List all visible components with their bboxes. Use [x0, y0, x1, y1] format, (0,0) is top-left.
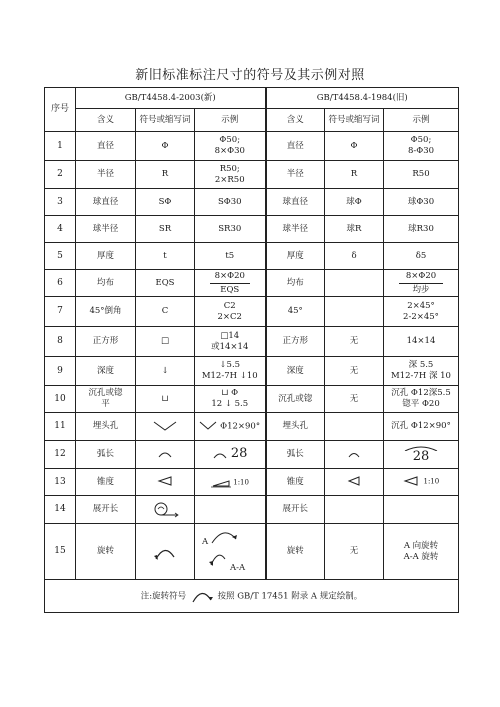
- rotation-icon: [208, 549, 228, 567]
- footer-note-prefix: 注:旋转符号: [140, 591, 187, 602]
- header-old-standard: GB/T4458.4-1984(旧): [266, 88, 459, 109]
- header-row-2: [45, 109, 459, 132]
- row-number: 11: [45, 413, 76, 441]
- header-new-symbol: 符号或缩写词: [136, 109, 195, 132]
- arc-length-icon: [212, 450, 228, 460]
- old-example-line: Φ50;: [410, 135, 432, 145]
- new-symbol: SΦ: [136, 189, 195, 216]
- old-symbol: R: [325, 161, 384, 189]
- new-example-line: 2×C2: [217, 311, 242, 322]
- old-example: [384, 524, 459, 580]
- new-example: [195, 327, 266, 357]
- old-example-line: 8×Φ20: [399, 271, 443, 284]
- new-example-line: 12 ↓ 5.5: [211, 399, 249, 409]
- rotation-section-label: A-A: [230, 562, 246, 573]
- old-example: [384, 386, 459, 413]
- old-meaning: 厚度: [266, 243, 325, 270]
- old-symbol: 无: [325, 357, 384, 386]
- new-symbol: ⊔: [136, 386, 195, 413]
- row-number: 8: [45, 327, 76, 357]
- row-number: 4: [45, 216, 76, 243]
- old-symbol: 球R: [325, 216, 384, 243]
- table-row: [45, 132, 459, 161]
- new-example: [195, 441, 266, 469]
- row-number: 12: [45, 441, 76, 469]
- old-symbol: 无: [325, 524, 384, 580]
- new-meaning: 球半径: [76, 216, 136, 243]
- old-symbol: [325, 441, 384, 469]
- table-row: [45, 441, 459, 469]
- old-meaning: 直径: [266, 132, 325, 161]
- old-meaning: 埋头孔: [266, 413, 325, 441]
- header-new-example: 示例: [195, 109, 266, 132]
- new-symbol: □: [136, 327, 195, 357]
- old-example: 球R30: [384, 216, 459, 243]
- table-row: [45, 386, 459, 413]
- old-meaning: 半径: [266, 161, 325, 189]
- row-number: 14: [45, 496, 76, 524]
- taper-icon: [403, 476, 421, 486]
- new-example-line: EQS: [220, 284, 240, 295]
- row-number: 13: [45, 469, 76, 496]
- old-symbol: [325, 270, 384, 297]
- old-symbol: [325, 297, 384, 327]
- new-example: [195, 161, 266, 189]
- new-symbol: t: [136, 243, 195, 270]
- old-symbol: Φ: [325, 132, 384, 161]
- new-example: t5: [195, 243, 266, 270]
- old-example-line: 深 5.5: [408, 360, 434, 370]
- new-meaning: 埋头孔: [76, 413, 136, 441]
- new-symbol: [136, 524, 195, 580]
- new-meaning: 弧长: [76, 441, 136, 469]
- old-example: [384, 496, 459, 524]
- table-row: [45, 297, 459, 327]
- row-number: 2: [45, 161, 76, 189]
- footer-row: [45, 580, 459, 613]
- page-title: 新旧标准标注尺寸的符号及其示例对照: [135, 68, 365, 83]
- old-example-line: 2×45°: [407, 300, 435, 311]
- old-example-line: 2-2×45°: [403, 311, 439, 322]
- new-example-line: □14: [220, 330, 240, 341]
- new-meaning: [76, 386, 136, 413]
- new-meaning: 展开长: [76, 496, 136, 524]
- table-row: [45, 524, 459, 580]
- new-symbol: SR: [136, 216, 195, 243]
- old-meaning: 弧长: [266, 441, 325, 469]
- table-row: [45, 496, 459, 524]
- new-example-line: 8×Φ20: [210, 271, 250, 284]
- new-meaning: 旋转: [76, 524, 136, 580]
- old-example: δ5: [384, 243, 459, 270]
- new-example-line: 2×R50: [214, 174, 245, 185]
- arc-length-icon: [347, 449, 361, 459]
- old-meaning: 锥度: [266, 469, 325, 496]
- rotation-icon: [210, 527, 240, 547]
- new-meaning: 正方形: [76, 327, 136, 357]
- new-symbol: R: [136, 161, 195, 189]
- old-example-line: A-A 旋转: [403, 551, 439, 562]
- rotation-view-label: A: [202, 536, 209, 547]
- new-example-line: 或14×14: [211, 341, 249, 352]
- header-old-example: 示例: [384, 109, 459, 132]
- new-meaning: 直径: [76, 132, 136, 161]
- old-example: [384, 469, 459, 496]
- old-meaning: 球直径: [266, 189, 325, 216]
- old-meaning: 沉孔或锪: [266, 386, 325, 413]
- taper-icon: [211, 476, 231, 488]
- table-row: [45, 469, 459, 496]
- old-example-line: 锪平 Φ20: [402, 399, 440, 409]
- old-example-line: 8-Φ30: [407, 146, 435, 156]
- old-example: [384, 297, 459, 327]
- footer-note: [45, 580, 459, 613]
- arc-length-icon: [157, 449, 173, 459]
- table-row: [45, 357, 459, 386]
- new-symbol: [136, 496, 195, 524]
- new-example: [195, 413, 266, 441]
- new-symbol: ↓: [136, 357, 195, 386]
- taper-icon: [157, 476, 173, 486]
- header-seq: 序号: [45, 88, 76, 132]
- new-meaning: 厚度: [76, 243, 136, 270]
- new-symbol: Φ: [136, 132, 195, 161]
- table-row: [45, 243, 459, 270]
- new-symbol: [136, 469, 195, 496]
- new-meaning: 深度: [76, 357, 136, 386]
- old-symbol: 球Φ: [325, 189, 384, 216]
- new-example-line: 28: [230, 446, 248, 461]
- new-example-line: R50;: [219, 163, 240, 174]
- new-example: SR30: [195, 216, 266, 243]
- old-symbol: 无: [325, 327, 384, 357]
- table-row: [45, 216, 459, 243]
- rotation-icon: [189, 588, 215, 604]
- table-row: [45, 189, 459, 216]
- footer-note-suffix: 按照 GB/T 17451 附录 A 规定绘制。: [217, 591, 363, 602]
- new-meaning: 均布: [76, 270, 136, 297]
- new-example-line: M12-7H ↓10: [201, 371, 258, 381]
- new-example-line: 1:10: [233, 478, 249, 487]
- old-example-line: 均步: [412, 284, 430, 295]
- old-meaning: 旋转: [266, 524, 325, 580]
- row-number: 15: [45, 524, 76, 580]
- countersink-icon: [153, 420, 177, 432]
- row-number: 6: [45, 270, 76, 297]
- new-example-line: ↓5.5: [219, 360, 241, 370]
- old-example: 沉孔 Φ12×90°: [384, 413, 459, 441]
- new-example: [195, 496, 266, 524]
- new-symbol: [136, 441, 195, 469]
- old-meaning: 深度: [266, 357, 325, 386]
- new-example-line: Φ12×90°: [220, 421, 261, 432]
- new-example: [195, 270, 266, 297]
- old-example: [384, 132, 459, 161]
- new-example: [195, 524, 266, 580]
- old-example: [384, 357, 459, 386]
- old-example-line: 1:10: [423, 477, 440, 486]
- new-meaning: 球直径: [76, 189, 136, 216]
- new-example-line: Φ50;: [219, 135, 241, 145]
- row-number: 10: [45, 386, 76, 413]
- new-example-line: C2: [223, 300, 236, 311]
- rotation-icon: [152, 543, 178, 561]
- new-example-line: 8×Φ30: [214, 146, 245, 156]
- old-example: [384, 270, 459, 297]
- old-symbol: δ: [325, 243, 384, 270]
- row-number: 1: [45, 132, 76, 161]
- new-meaning: 半径: [76, 161, 136, 189]
- old-example: R50: [384, 161, 459, 189]
- old-example-line: A 向旋转: [403, 540, 439, 551]
- new-example: SΦ30: [195, 189, 266, 216]
- symbol-comparison-table: [44, 87, 459, 613]
- header-new-standard: GB/T4458.4-2003(新): [76, 88, 266, 109]
- rotation-example: [196, 527, 266, 577]
- new-symbol: [136, 413, 195, 441]
- old-meaning: 球半径: [266, 216, 325, 243]
- header-old-meaning: 含义: [266, 109, 325, 132]
- old-meaning: 正方形: [266, 327, 325, 357]
- header-old-symbol: 符号或缩写词: [325, 109, 384, 132]
- taper-icon: [347, 476, 361, 486]
- old-example-line: 28: [412, 449, 430, 464]
- old-meaning: 展开长: [266, 496, 325, 524]
- new-example-line: ⊔ Φ: [221, 388, 239, 398]
- new-example: [195, 357, 266, 386]
- new-example: [195, 132, 266, 161]
- row-number: 5: [45, 243, 76, 270]
- new-symbol: C: [136, 297, 195, 327]
- new-symbol: EQS: [136, 270, 195, 297]
- new-example: [195, 386, 266, 413]
- old-example-line: 沉孔 Φ12深5.5: [391, 388, 451, 398]
- table-row: [45, 161, 459, 189]
- old-symbol: 无: [325, 386, 384, 413]
- old-example-line: M12-7H 深 10: [391, 371, 451, 381]
- row-number: 3: [45, 189, 76, 216]
- old-meaning: 45°: [266, 297, 325, 327]
- old-example: 14×14: [384, 327, 459, 357]
- old-meaning: 均布: [266, 270, 325, 297]
- new-meaning: 45°倒角: [76, 297, 136, 327]
- row-number: 7: [45, 297, 76, 327]
- new-example: [195, 297, 266, 327]
- row-number: 9: [45, 357, 76, 386]
- table-row: [45, 413, 459, 441]
- new-example: [195, 469, 266, 496]
- new-meaning-line: 沉孔或锪: [88, 388, 123, 398]
- new-meaning: 锥度: [76, 469, 136, 496]
- old-example: [384, 441, 459, 469]
- table-row: [45, 327, 459, 357]
- developed-length-icon: [150, 501, 180, 519]
- header-row-1: [45, 88, 459, 109]
- old-symbol: [325, 413, 384, 441]
- header-new-meaning: 含义: [76, 109, 136, 132]
- old-symbol: [325, 496, 384, 524]
- table-row: [45, 270, 459, 297]
- old-example: 球Φ30: [384, 189, 459, 216]
- old-symbol: [325, 469, 384, 496]
- new-meaning-line: 平: [101, 399, 110, 409]
- countersink-icon: [199, 421, 217, 431]
